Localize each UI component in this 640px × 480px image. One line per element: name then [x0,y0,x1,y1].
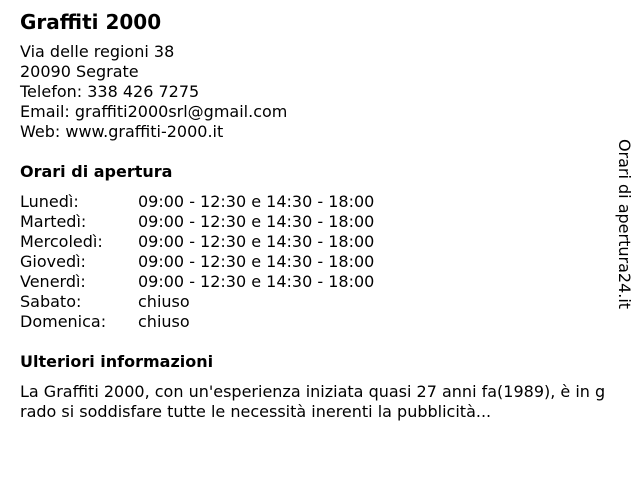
hours-value: 09:00 - 12:30 e 14:30 - 18:00 [138,212,375,231]
day-label: Venerdì: [20,272,86,291]
business-description: La Graffiti 2000, con un'esperienza iniziata quasi 27 anni fa(1989), è in grado si soddisfare tutte le necessità inerenti la pubblicità... [20,382,606,421]
hours-value: 09:00 - 12:30 e 14:30 - 18:00 [138,232,375,251]
hours-row-sunday [20,312,610,332]
day-label: Domenica: [20,312,107,331]
hours-row-friday [20,272,610,292]
day-label: Lunedì: [20,192,79,211]
day-label: Giovedì: [20,252,86,271]
business-card [20,10,610,422]
address-line-1: Via delle regioni 38 [20,42,175,61]
opening-hours-table [20,192,610,332]
address-line-2: 20090 Segrate [20,62,139,81]
hours-row-thursday [20,252,610,272]
day-label: Sabato: [20,292,82,311]
hours-row-tuesday [20,212,610,232]
website-line: Web: www.graffiti-2000.it [20,122,224,141]
hours-row-wednesday [20,232,610,252]
opening-hours-heading: Orari di apertura [20,162,173,181]
day-label: Martedì: [20,212,87,231]
phone-line: Telefon: 338 426 7275 [20,82,200,101]
hours-value: chiuso [138,292,190,311]
hours-row-saturday [20,292,610,312]
site-brand-text: Orari di apertura24.it [615,138,634,310]
business-name: Graffiti 2000 [20,10,162,34]
more-info-heading: Ulteriori informazioni [20,352,214,371]
hours-value: chiuso [138,312,190,331]
hours-value: 09:00 - 12:30 e 14:30 - 18:00 [138,192,375,211]
email-line: Email: graffiti2000srl@gmail.com [20,102,288,121]
hours-value: 09:00 - 12:30 e 14:30 - 18:00 [138,272,375,291]
day-label: Mercoledì: [20,232,103,251]
hours-value: 09:00 - 12:30 e 14:30 - 18:00 [138,252,375,271]
hours-row-monday [20,192,610,212]
